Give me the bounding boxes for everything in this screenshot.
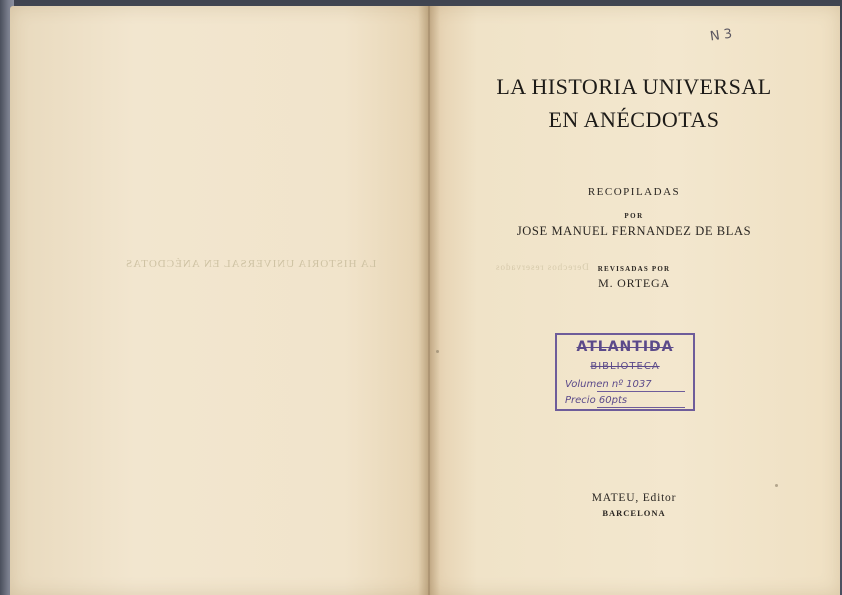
paper-speck xyxy=(436,350,439,353)
stamp-price: Precio 60pts xyxy=(565,395,628,406)
author-name: JOSE MANUEL FERNANDEZ DE BLAS xyxy=(516,224,752,238)
left-page xyxy=(10,6,428,595)
revised-by-label: REVISADAS POR xyxy=(597,265,671,273)
handwritten-shelfmark: N 3 xyxy=(709,26,734,45)
library-stamp xyxy=(555,333,695,411)
book-title-line-1: LA HISTORIA UNIVERSAL xyxy=(496,74,772,99)
stamp-rule xyxy=(597,407,685,408)
book-title-line-2: EN ANÉCDOTAS xyxy=(548,107,720,132)
left-page-show-through-text: LA HISTORIA UNIVERSAL EN ANÉCDOTAS xyxy=(125,258,377,270)
paper-speck xyxy=(775,484,778,487)
stamp-rule xyxy=(597,391,685,392)
by-label: POR xyxy=(624,212,644,220)
right-page-show-through-text: Derechos reservados xyxy=(495,262,589,272)
publisher-city: BARCELONA xyxy=(602,508,666,518)
stamp-line-1: ATLANTIDA xyxy=(576,339,674,355)
stamp-volume: Volumen nº 1037 xyxy=(565,379,652,390)
publisher-name: MATEU, Editor xyxy=(591,492,677,504)
compiled-label: RECOPILADAS xyxy=(587,186,681,198)
reviser-name: M. ORTEGA xyxy=(598,276,670,290)
stamp-line-2: BIBLIOTECA xyxy=(590,361,660,372)
